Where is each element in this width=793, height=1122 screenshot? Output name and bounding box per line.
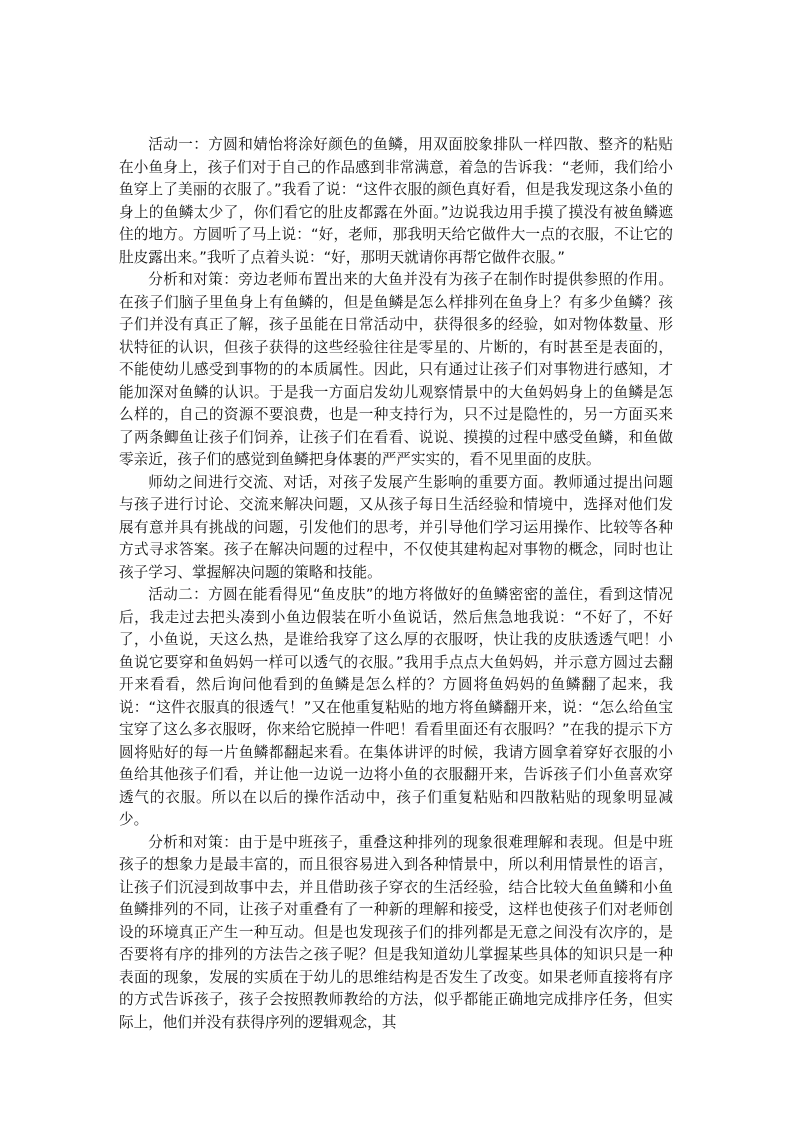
- document-page: [119, 134, 673, 1034]
- paragraph-activity-one: 活动一：方圆和婧怡将涂好颜色的鱼鳞，用双面胶象排队一样四散、整齐的粘贴在小鱼身上，孩子们对于自己的作品感到非常满意，着急的告诉我：“老师，我们给小鱼穿上了美丽的衣服了。”我看了说：“这件衣服的颜色真好看，但是我发现这条小鱼的身上的鱼鳞太少了，你们看它的肚皮都露在外面。”边说我边用手摸了摸没有被鱼鳞遮住的地方。方圆听了马上说：“好，老师，那我明天给它做件大一点的衣服，不让它的肚皮露出来。”我听了点着头说：“好，那明天就请你再帮它做件衣服。”: [119, 136, 673, 266]
- paragraph-analysis-two: 分析和对策：由于是中班孩子，重叠这种排列的现象很难理解和表现。但是中班孩子的想象力是最丰富的，而且很容易进入到各种情景中，所以利用情景性的语言，让孩子们沉浸到故事中去，并且借助孩子穿衣的生活经验，结合比较大鱼鱼鳞和小鱼鱼鳞排列的不同，让孩子对重叠有了一种新的理解和接受，这样也使孩子们对老师创设的环境真正产生一种互动。但是也发现孩子们的排列都是无意之间没有次序的，是否要将有序的排列的方法告之孩子呢？但是我知道幼儿掌握某些具体的知识只是一种表面的现象，发展的实质在于幼儿的思维结构是否发生了改变。如果老师直接将有序的方式告诉孩子，孩子会按照教师教给的方法，似乎都能正确地完成排序任务，但实际上，他们并没有获得序列的逻辑观念，其: [119, 833, 673, 1031]
- paragraph-analysis-one: 分析和对策：旁边老师布置出来的大鱼并没有为孩子在制作时提供参照的作用。在孩子们脑子里鱼身上有鱼鳞的，但是鱼鳞是怎么样排列在鱼身上？有多少鱼鳞？孩子们并没有真正了解，孩子虽能在日常活动中，获得很多的经验，如对物体数量、形状特征的认识，但孩子获得的这些经验往往是零星的、片断的，有时甚至是表面的，不能使幼儿感受到事物的的本质属性。因此，只有通过让孩子们对事物进行感知，才能加深对鱼鳞的认识。于是我一方面启发幼儿观察情景中的大鱼妈妈身上的鱼鳞是怎么样的，自己的资源不要浪费，也是一种支持行为，只不过是隐性的，另一方面买来了两条鲫鱼让孩子们饲养，让孩子们在看看、说说、摸摸的过程中感受鱼鳞，和鱼做零亲近，孩子们的感觉到鱼鳞把身体裹的严严实实的，看不见里面的皮肤。: [119, 271, 673, 468]
- paragraph-activity-two: 活动二：方圆在能看得见“鱼皮肤”的地方将做好的鱼鳞密密的盖住，看到这情况后，我走过去把头凑到小鱼边假装在听小鱼说话，然后焦急地我说：“不好了，不好了，小鱼说，天这么热，是谁给我穿了这么厚的衣服呀，快让我的皮肤透透气吧！小鱼说它要穿和鱼妈妈一样可以透气的衣服。”我用手点点大鱼妈妈，并示意方圆过去翻开来看看，然后询问他看到的鱼鳞是怎么样的？方圆将鱼妈妈的鱼鳞翻了起来，我说：“这件衣服真的很透气！”又在他重复粘贴的地方将鱼鳞翻开来，说：“怎么给鱼宝宝穿了这么多衣服呀，你来给它脱掉一件吧！看看里面还有衣服吗？”在我的提示下方圆将贴好的每一片鱼鳞都翻起来看。在集体讲评的时候，我请方圆拿着穿好衣服的小鱼给其他孩子们看，并让他一边说一边将小鱼的衣服翻开来，告诉孩子们小鱼喜欢穿透气的衣服。所以在以后的操作活动中，孩子们重复粘贴和四散粘贴的现象明显减少。: [119, 586, 673, 828]
- paragraph-teacher-child-dialogue: 师幼之间进行交流、对话，对孩子发展产生影响的重要方面。教师通过提出问题与孩子进行讨论、交流来解决问题，又从孩子每日生活经验和情境中，选择对他们发展有意并具有挑战的问题，引发他们的思考，并引导他们学习运用操作、比较等各种方式寻求答案。孩子在解决问题的过程中，不仅使其建构起对事物的概念，同时也让孩子学习、掌握解决问题的策略和技能。: [119, 473, 673, 581]
